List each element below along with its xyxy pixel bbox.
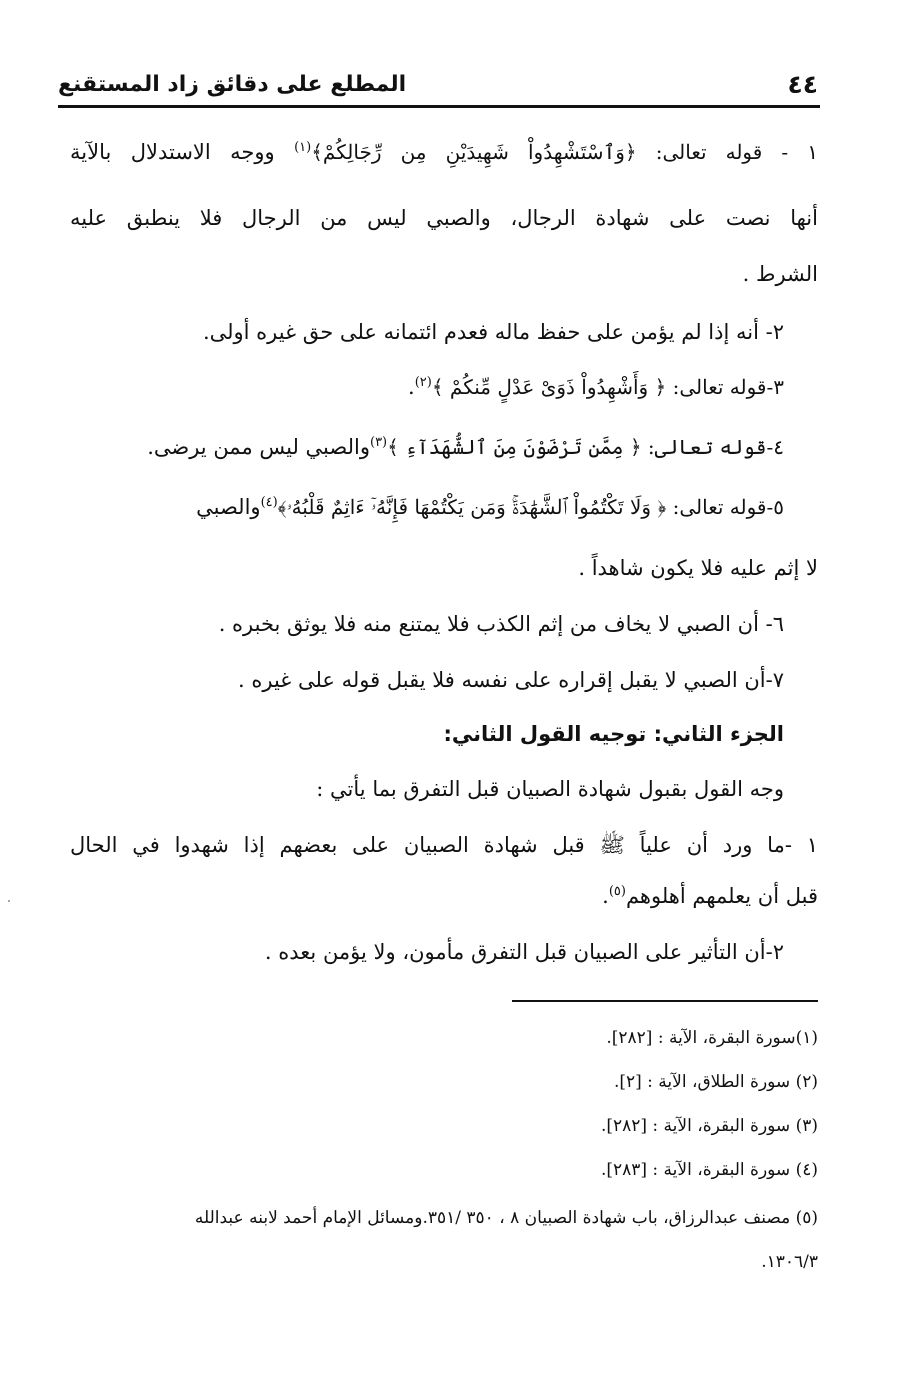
quran-quote: ١ - قوله تعالى: ﴿وَٱسْتَشْهِدُواْ شَهِيدَيْنِ مِن رِّجَالِكُمْ﴾ xyxy=(311,140,819,164)
text-line-7 xyxy=(70,495,784,519)
text-line-13: ١ -ما ورد أن علياً ﷺ قبل شهادة الصبيان على بعضهم إذا شهدوا في الحال xyxy=(70,833,818,857)
text-span: والصبي xyxy=(196,495,261,519)
page-number: ٤٤ xyxy=(787,70,818,99)
footnote-4: (٤) سورة البقرة، الآية : [٢٨٣]. xyxy=(600,1160,818,1180)
footnote-ref: (٢) xyxy=(414,375,432,390)
quran-quote: ٥-قوله تعالى: ﴿ وَلَا تَكْتُمُواْ ٱلشَّهَٰدَةَۚ وَمَن يَكْتُمْهَا فَإِنَّهُۥٓ ءَاثِمٌ قَلْبُهُۥ﴾ xyxy=(277,495,784,519)
footnote-2: (٢) سورة الطلاق، الآية : [٢]. xyxy=(613,1072,818,1092)
running-title: المطلع على دقائق زاد المستقنع xyxy=(58,72,407,97)
footnote-ref: (٤) xyxy=(260,495,278,510)
text-line-4: ٢- أنه إذا لم يؤمن على حفظ ماله فعدم ائتمانه على حق غيره أولى. xyxy=(202,320,784,344)
text-line-14 xyxy=(602,884,818,908)
text-span: قبل أن يعلمهم أهلوهم xyxy=(625,884,818,908)
header-rule xyxy=(58,105,820,108)
text-line-10: ٧-أن الصبي لا يقبل إقراره على نفسه فلا يقبل قوله على غيره . xyxy=(238,668,784,692)
text-line-1 xyxy=(70,140,818,164)
text-line-6 xyxy=(147,435,784,459)
footnote-ref: (٣) xyxy=(369,435,388,450)
footnote-ref: (١) xyxy=(294,140,312,155)
text-span: ووجه الاستدلال بالآية xyxy=(70,140,295,164)
text-line-3: الشرط . xyxy=(742,262,818,286)
footnote-5: (٥) مصنف عبدالرزاق، باب شهادة الصبيان ٨ ، ٣٥٠ /٣٥١.ومسائل الإمام أحمد لابنه عبدالله xyxy=(194,1208,818,1228)
footnote-ref: (٥) xyxy=(608,884,626,899)
text-span: والصبي ليس ممن يرضى. xyxy=(147,435,370,459)
text-line-2: أنها نصت على شهادة الرجال، والصبي ليس من الرجال فلا ينطبق عليه xyxy=(70,206,818,230)
text-line-5 xyxy=(408,375,784,399)
footnote-separator xyxy=(512,1000,818,1002)
footnote-1: (١)سورة البقرة، الآية : [٢٨٢]. xyxy=(606,1028,818,1048)
text-line-15: ٢-أن التأثير على الصبيان قبل التفرق مأمون، ولا يؤمن بعده . xyxy=(264,940,784,964)
text-line-12: وجه القول بقبول شهادة الصبيان قبل التفرق بما يأتي : xyxy=(316,777,784,801)
quran-quote: ٣-قوله تعالى: ﴿ وَأَشْهِدُواْ ذَوَىْ عَدْلٍ مِّنكُمْ ﴾ xyxy=(431,375,784,399)
text-line-9: ٦- أن الصبي لا يخاف من إثم الكذب فلا يمتنع منه فلا يوثق بخبره . xyxy=(218,612,784,636)
quran-quote: ٤-قوله تعالى: ﴿ مِمَّن تَرْضَوْنَ مِنَ ٱلشُّهَدَآءِ ﴾ xyxy=(387,435,784,459)
text-line-8: لا إثم عليه فلا يكون شاهداً . xyxy=(578,556,818,580)
page-header xyxy=(58,62,820,108)
section-heading: الجزء الثاني: توجيه القول الثاني: xyxy=(443,722,784,746)
footnote-5-continued: ١٣٠٦/٣. xyxy=(761,1252,818,1272)
scan-speck xyxy=(8,900,10,902)
text-span: . xyxy=(602,884,609,908)
text-span: . xyxy=(408,375,415,399)
footnote-3: (٣) سورة البقرة، الآية : [٢٨٢]. xyxy=(600,1116,818,1136)
